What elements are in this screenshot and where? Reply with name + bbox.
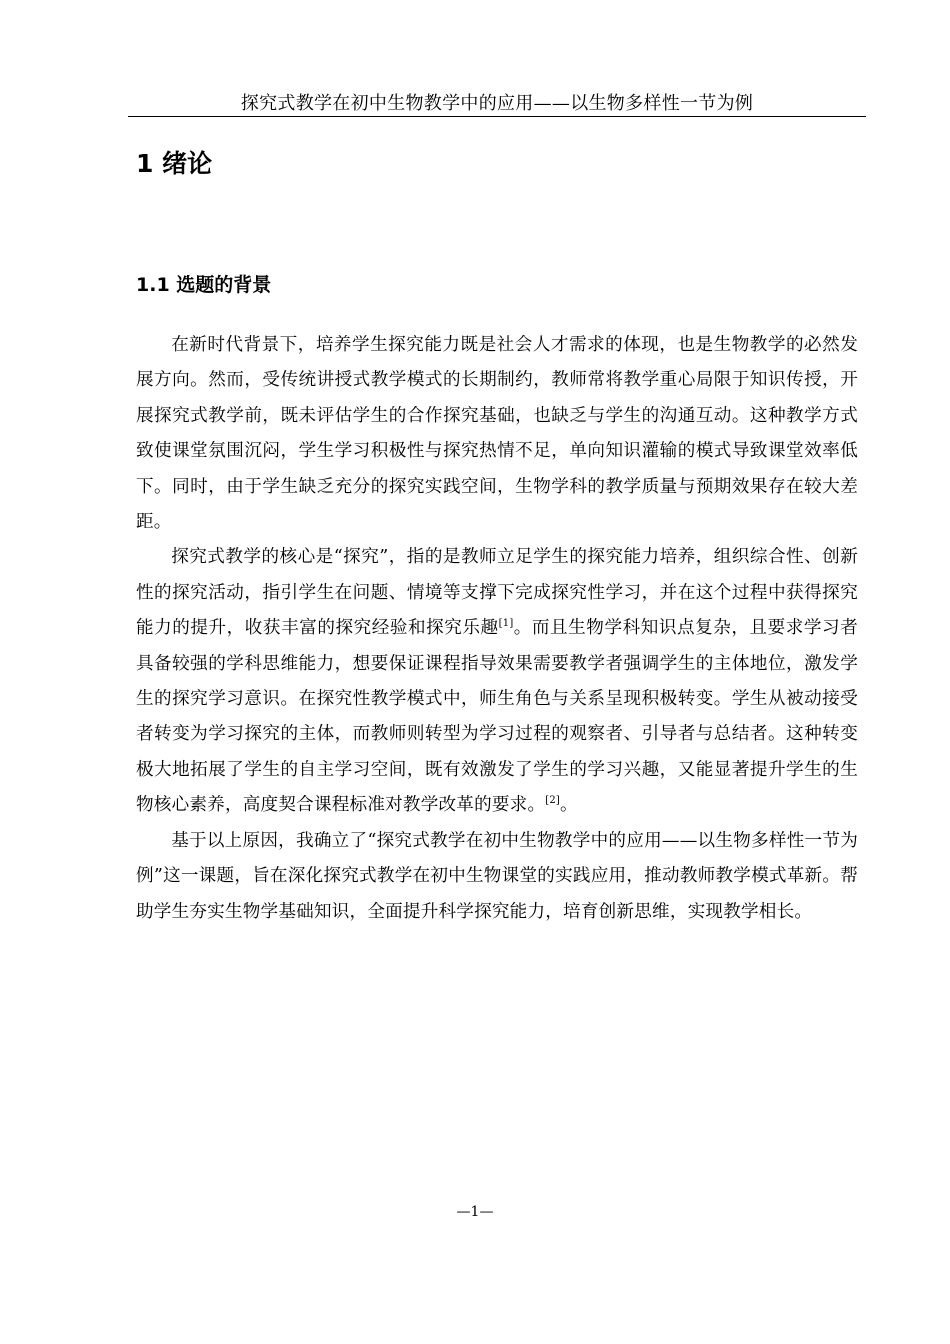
- page-number: —1—: [456, 1204, 494, 1220]
- citation-1: [1]: [498, 618, 514, 630]
- paragraph-3: 基于以上原因，我确立了“探究式教学在初中生物教学中的应用——以生物多样性一节为例”这一课题，旨在深化探究式教学在初中生物课堂的实践应用，推动教师教学模式革新。帮助学生夯实生物学基础知识，全面提升科学探究能力，培育创新思维，实现教学相长。: [136, 830, 858, 922]
- paragraph-2-part-a: 探究式教学的核心是“探究”，指的是教师立足学生的探究能力培养，组织综合性、创新性的探究活动，指引学生在问题、情境等支撑下完成探究性学习，并在这个过程中获得探究能力的提升，收获丰富的探究经验和探究乐趣: [136, 547, 858, 639]
- paragraph-2: [136, 540, 858, 823]
- running-header: 探究式教学在初中生物教学中的应用——以生物多样性一节为例: [128, 92, 866, 117]
- body-text: [136, 328, 858, 930]
- citation-2: [2]: [545, 795, 561, 807]
- section-heading: 1.1 选题的背景: [136, 274, 272, 296]
- paragraph-1: 在新时代背景下，培养学生探究能力既是社会人才需求的体现，也是生物教学的必然发展方向。然而，受传统讲授式教学模式的长期制约，教师常将教学重心局限于知识传授，开展探究式教学前，既未评估学生的合作探究基础，也缺乏与学生的沟通互动。这种教学方式致使课堂氛围沉闷，学生学习积极性与探究热情不足，单向知识灌输的模式导致课堂效率低下。同时，由于学生缺乏充分的探究实践空间，生物学科的教学质量与预期效果存在较大差距。: [136, 335, 858, 533]
- chapter-heading: 1 绪论: [136, 149, 213, 178]
- paragraph-2-part-c: 。: [560, 795, 578, 816]
- paragraph-2-part-b: 。而且生物学科知识点复杂，且要求学习者具备较强的学科思维能力，想要保证课程指导效果需要教学者强调学生的主体地位，激发学生的探究学习意识。在探究性教学模式中，师生角色与关系呈现积极转变。学生从被动接受者转变为学习探究的主体，而教师则转型为学习过程的观察者、引导者与总结者。这种转变极大地拓展了学生的自主学习空间，既有效激发了学生的学习兴趣，又能显著提升学生的生物核心素养，高度契合课程标准对教学改革的要求。: [136, 618, 858, 816]
